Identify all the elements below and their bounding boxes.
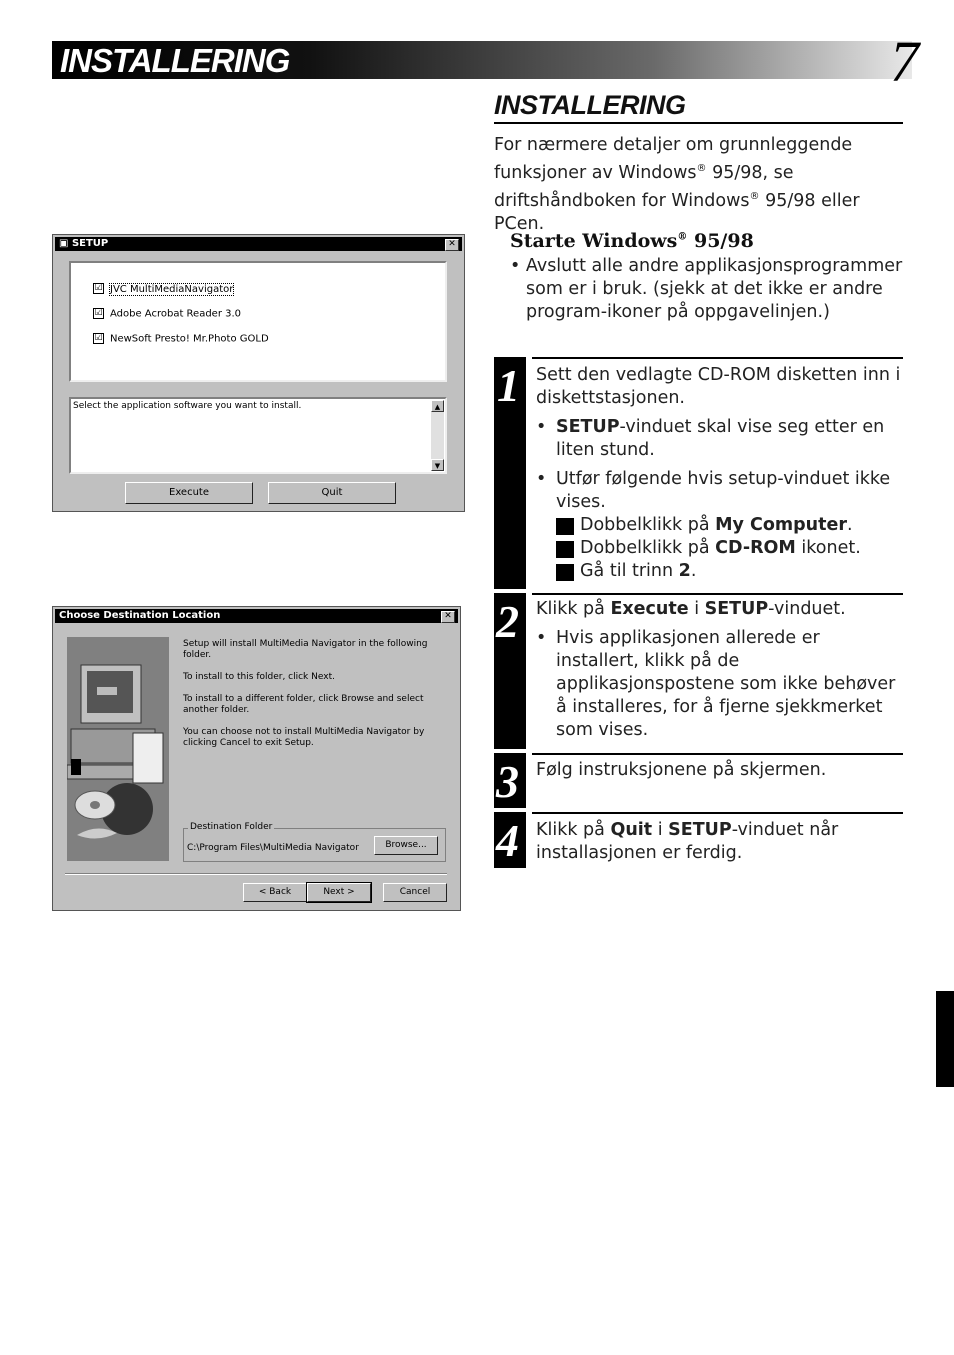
step-1-text (536, 364, 904, 583)
step-bar (494, 593, 526, 749)
folder-path: C:\Program Files\MultiMedia Navigator (187, 843, 359, 853)
step-number: 2 (496, 596, 519, 647)
scrollbar[interactable] (431, 400, 444, 471)
scroll-down-icon[interactable]: ▼ (431, 459, 444, 471)
paragraph: To install to this folder, click Next. (183, 672, 335, 682)
sub-step-text: Dobbelklikk på (580, 515, 716, 535)
instruction-text: i (652, 820, 669, 840)
list-item-label: JVC MultiMediaNavigator (110, 283, 234, 295)
instruction-text: -vinduet. (768, 599, 846, 619)
step-instruction (536, 598, 904, 621)
section-rule (494, 122, 903, 124)
sub-step-text: Gå til trinn (580, 561, 679, 581)
bold-term: My Computer (715, 515, 847, 535)
setup-dialog (52, 234, 465, 512)
setup-icon: ▣ (59, 238, 72, 249)
bold-term: SETUP (668, 820, 732, 840)
step-number: 1 (497, 360, 520, 411)
registered-mark: ® (677, 231, 688, 243)
instructions-text (183, 639, 448, 760)
list-item-label: Adobe Acrobat Reader 3.0 (110, 308, 242, 320)
software-list (69, 261, 447, 382)
setup-titlebar (55, 237, 462, 251)
step-bar (494, 753, 526, 808)
destination-dialog (52, 606, 461, 911)
step-rule (532, 812, 903, 814)
divider (65, 873, 447, 875)
group-label: Destination Folder (190, 822, 273, 832)
step-bullet: • Utfør følgende hvis setup-vinduet ikke vises. (536, 468, 904, 514)
sub-heading-text: 95/98 (687, 230, 754, 252)
destination-title: Choose Destination Location (59, 610, 221, 621)
list-item-label: NewSoft Presto! Mr.Photo GOLD (110, 333, 269, 345)
sub-step (556, 514, 904, 537)
step-bullet: • Hvis applikasjonen allerede er installert, klikk på de applikasjonspostene som ikke behøver å installeres, for å fjerne sjekkmerket som vises. (536, 627, 904, 742)
intro-line: 95/98 eller (759, 190, 860, 211)
description-box (69, 397, 447, 474)
bold-term: Quit (610, 820, 653, 840)
checkbox-icon[interactable]: ☑ (94, 333, 103, 343)
section-heading: INSTALLERING (494, 90, 686, 120)
step-rule (532, 593, 903, 595)
bold-term: Execute (610, 599, 689, 619)
sub-bullet: • Avslutt alle andre applikasjonsprogrammer som er i bruk. (sjekk at det ikke er andre program-ikoner på oppgavelinjen.) (510, 256, 903, 322)
paragraph: To install to a different folder, click Browse and select another folder. (183, 694, 424, 715)
sub-step-text: Dobbelklikk på (580, 538, 716, 558)
checkbox-icon[interactable]: ☑ (94, 308, 103, 318)
description-text: Select the application software you want to install. (73, 401, 302, 411)
destination-folder-group (183, 822, 446, 862)
list-item[interactable] (93, 283, 233, 295)
step-3-text: Følg instruksjonene på skjermen. (536, 760, 827, 780)
registered-mark: ® (749, 190, 760, 202)
sub-heading (510, 230, 754, 252)
page-title: INSTALLERING (60, 42, 290, 79)
instruction-text: Klikk på (536, 599, 611, 619)
step-bar (494, 357, 526, 589)
browse-button[interactable]: Browse... (374, 836, 438, 855)
intro-line: For nærmere detaljer om grunnleggende (494, 135, 853, 155)
sub-heading-text: Starte Windows (510, 230, 678, 252)
bold-term: SETUP (704, 599, 769, 619)
sub-step (556, 560, 904, 583)
scroll-up-icon[interactable]: ▲ (431, 400, 444, 412)
bold-term: SETUP (556, 417, 620, 437)
bold-term: CD-ROM (715, 538, 796, 558)
step-bar (494, 812, 526, 868)
sub-step-text: ikonet. (795, 538, 861, 558)
intro-line: funksjoner av Windows (494, 162, 697, 183)
list-item[interactable] (93, 333, 269, 345)
close-icon[interactable]: ✕ (441, 611, 455, 623)
intro-line: driftshåndboken for Windows (494, 190, 750, 211)
step-instruction: Sett den vedlagte CD-ROM disketten inn i diskettstasjonen. (536, 365, 901, 408)
registered-mark: ® (696, 163, 707, 174)
step-4-text (536, 819, 904, 865)
destination-titlebar (55, 609, 458, 623)
side-tab (936, 991, 954, 1087)
checkbox-icon[interactable]: ☑ (94, 283, 103, 293)
instruction-text: -vinduet når installasjonen er ferdig. (536, 820, 839, 863)
step-number: 4 (496, 815, 519, 866)
list-item[interactable] (93, 308, 241, 320)
instruction-text: i (688, 599, 705, 619)
sub-step (556, 537, 904, 560)
paragraph: Setup will install MultiMedia Navigator in the following folder. (183, 639, 428, 660)
intro-line: 95/98, se (706, 162, 794, 183)
sub-step-text: . (847, 515, 853, 535)
step-2-text (536, 598, 904, 742)
step-bullet (536, 416, 904, 462)
close-icon[interactable]: ✕ (445, 239, 459, 251)
cancel-button[interactable]: Cancel (383, 883, 447, 902)
page-number: 7 (890, 29, 919, 94)
setup-title: SETUP (71, 238, 109, 249)
step-rule (532, 753, 903, 755)
bold-term: 2 (678, 561, 691, 581)
next-button[interactable]: Next > (307, 883, 371, 902)
quit-button[interactable]: Quit (268, 482, 396, 504)
step-rule (532, 357, 903, 359)
paragraph: You can choose not to install MultiMedia Navigator by clicking Cancel to exit Setup. (183, 727, 425, 748)
back-button[interactable]: < Back (243, 883, 307, 902)
execute-button[interactable]: Execute (125, 482, 253, 504)
intro-line: PCen. (494, 213, 545, 234)
instruction-text: Klikk på (536, 820, 611, 840)
step-number: 3 (496, 756, 519, 807)
intro-text (494, 134, 904, 236)
sub-step-text: . (690, 561, 697, 581)
bullet-text: -vinduet skal vise seg etter en liten stund. (556, 417, 885, 460)
computer-illustration (67, 637, 169, 861)
